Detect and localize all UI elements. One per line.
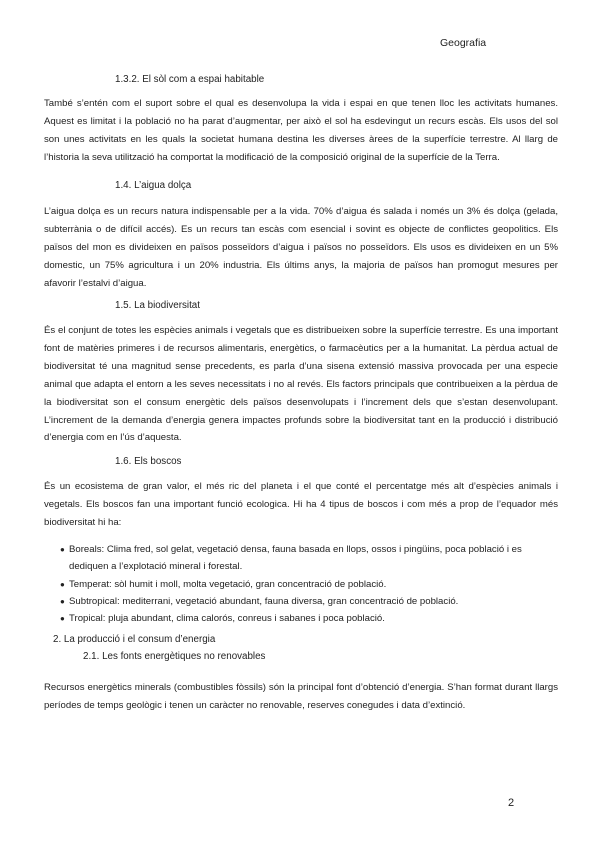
list-item bbox=[60, 576, 560, 593]
paragraph-fresh-water: L’aigua dolça es un recurs natura indispensable per a la vida. 70% d’aigua és salada i només un 3% és dolça (gelada, subterrània o de difícil accés). Es un recurs tan escàs com esencial i sovint es objecte de conflictes geopolitics. Els països del mon es divideixen en països posseïdors d’aigua i països no posseïdors. Els usos es divideixen en un 5% domestic, un 75% agricultura i un 20% industria. Els últims anys, la majoria de països han promogut mesures per afavorir l’estalvi d’aigua. bbox=[44, 206, 558, 289]
paragraph-nonrenewable: Recursos energètics minerals (combustibles fòssils) són la principal font d’obtenció d’energia. S’han format durant llargs períodes de temps geològic i tenen un caràcter no renovable, reserves conegudes i data d’extinció. bbox=[44, 682, 558, 711]
list-item-text: Tropical: pluja abundant, clima calorós, conreus i sabanes i poca població. bbox=[69, 613, 385, 625]
page-number: 2 bbox=[508, 797, 515, 809]
heading-forests: 1.6. Els boscos bbox=[115, 456, 182, 467]
paragraph-soil-habitable: També s’entén com el suport sobre el qual es desenvolupa la vida i espai en que tenen lloc les activitats humanes. Aquest es limitat i la població no ha parat d’augmentar, per això el sol ha esdevingut un recurs escàs. Els usos del sol son unes activitats en les quals la societat humana destina les diverses àrees de la superfície terrestre. Al llarg de l’historia la seva utilització ha comportat la modificació de la composició original de la superfície de la Terra. bbox=[44, 98, 558, 163]
list-item-text: Boreals: Clima fred, sol gelat, vegetació densa, fauna basada en llops, ossos i pingüins, poca població i es dediquen a l’explotació mineral i forestal. bbox=[69, 544, 522, 573]
heading-biodiversity: 1.5. La biodiversitat bbox=[115, 300, 200, 311]
heading-energy: 2. La producció i el consum d’energia bbox=[53, 634, 216, 645]
bullet-icon: ● bbox=[60, 596, 65, 606]
forest-types-list bbox=[60, 541, 560, 627]
list-item bbox=[60, 610, 560, 627]
list-item bbox=[60, 593, 560, 610]
list-item bbox=[60, 541, 560, 576]
list-item-text: Temperat: sòl humit i moll, molta vegetació, gran concentració de població. bbox=[69, 578, 387, 590]
paragraph-forests: És un ecosistema de gran valor, el més ric del planeta i el que conté el percentatge més alt d’espècies animals i vegetals. Els boscos fan una important funció ecologica. Hi ha 4 tipus de boscos i com més a prop de l’equador més biodiversitat hi ha: bbox=[44, 481, 558, 528]
heading-fresh-water: 1.4. L’aigua dolça bbox=[115, 180, 192, 191]
heading-nonrenewable: 2.1. Les fonts energètiques no renovables bbox=[83, 651, 266, 662]
page-header-title: Geografia bbox=[440, 37, 487, 49]
bullet-icon: ● bbox=[60, 614, 65, 624]
list-item-text: Subtropical: mediterrani, vegetació abundant, fauna diversa, gran concentració de població. bbox=[69, 595, 459, 607]
bullet-icon: ● bbox=[60, 545, 65, 554]
paragraph-biodiversity: És el conjunt de totes les espècies animals i vegetals que es distribueixen sobre la superfície terrestre. Es una important font de matèries primeres i de recursos alimentaris, energètics, o farmacèutics per a la humanitat. La pèrdua actual de biodiversitat té una magnitud sense precedents, es parla d’una sisena extensió massiva provocada per una especie animal que adapta el entorn a les seves necessitats i no al revés. Els factors principals que contribueixen a la pèrdua de la biodiversitat son el consum energètic dels països desenvolupats i l’increment dels que s’estan desenvolupant. L’increment de la demanda d’energia genera impactes profunds sobre la biodiversitat tant en la producció i distribució d’energia com en l’ús d’aquesta. bbox=[44, 325, 558, 444]
heading-soil-habitable: 1.3.2. El sòl com a espai habitable bbox=[115, 74, 265, 85]
bullet-icon: ● bbox=[60, 579, 65, 589]
